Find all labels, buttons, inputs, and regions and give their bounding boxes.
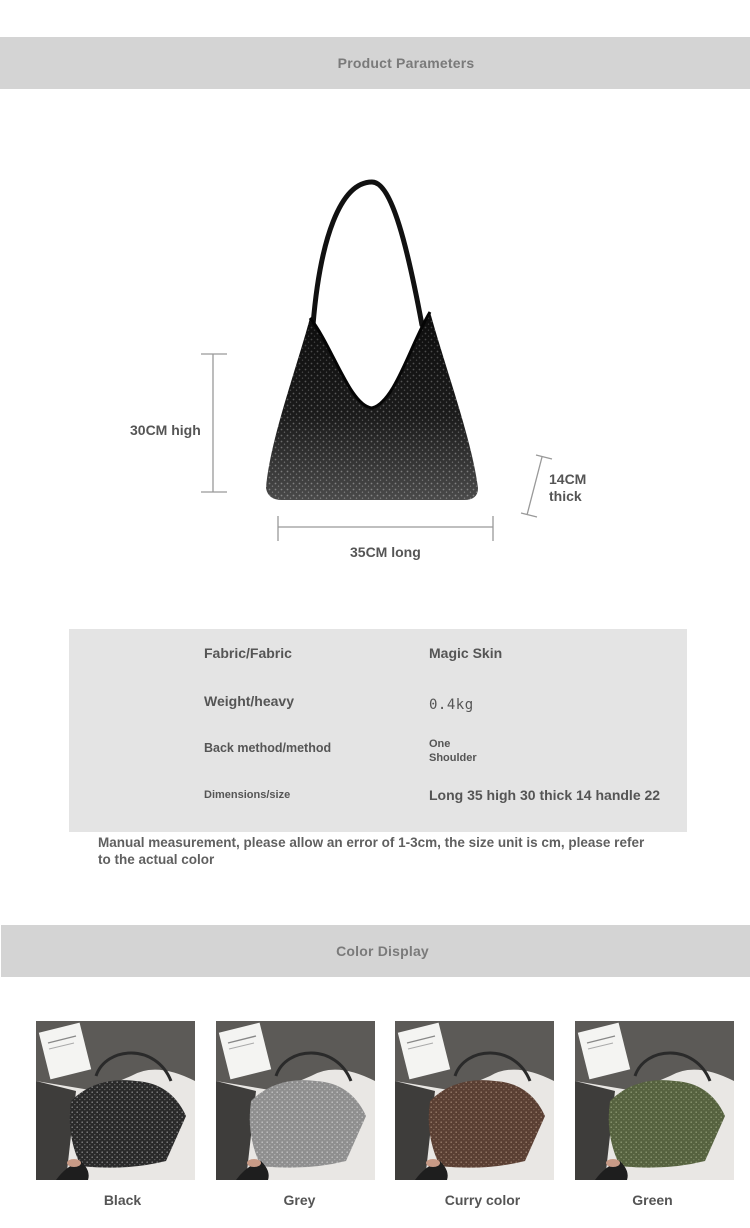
color-label: Grey xyxy=(283,1192,316,1208)
bag-photo xyxy=(575,1021,734,1180)
parameter-value: Magic Skin xyxy=(429,645,503,661)
color-swatch-grey[interactable] xyxy=(216,1021,375,1180)
section-title: Product Parameters xyxy=(337,55,475,71)
parameter-table xyxy=(69,629,687,832)
parameter-row xyxy=(69,789,687,813)
color-swatch-green[interactable] xyxy=(575,1021,734,1180)
color-swatch-black[interactable] xyxy=(36,1021,195,1180)
color-label: Green xyxy=(632,1192,673,1208)
parameter-value xyxy=(429,737,477,765)
section-title: Color Display xyxy=(336,943,429,959)
parameter-row xyxy=(69,645,687,669)
section-banner-colors xyxy=(1,925,750,977)
height-label: 30CM high xyxy=(130,422,201,438)
measurement-note: Manual measurement, please allow an error of 1-3cm, the size unit is cm, please refer to the actual color xyxy=(98,835,645,867)
bag-photo xyxy=(216,1021,375,1180)
parameter-value: Long 35 high 30 thick 14 handle 22 xyxy=(429,787,661,803)
bag-illustration xyxy=(100,170,640,580)
parameter-value-line2: Shoulder xyxy=(429,752,477,764)
section-banner-parameters xyxy=(0,37,750,89)
parameter-row xyxy=(69,738,687,765)
thickness-label-line2: thick xyxy=(549,488,582,504)
parameter-key: Dimensions/size xyxy=(204,789,291,801)
parameter-value: 0.4kg xyxy=(429,697,474,713)
color-swatch-curry[interactable] xyxy=(395,1021,554,1180)
parameter-key: Fabric/Fabric xyxy=(204,645,292,661)
thickness-label xyxy=(549,471,586,505)
parameter-key: Back method/method xyxy=(204,741,332,755)
parameter-value-line1: One xyxy=(429,738,451,750)
parameter-row xyxy=(69,693,687,717)
color-label: Black xyxy=(103,1192,142,1208)
bag-photo xyxy=(36,1021,195,1180)
bag-photo xyxy=(395,1021,554,1180)
parameter-key: Weight/heavy xyxy=(204,693,294,709)
product-dimension-figure xyxy=(100,170,640,580)
length-label: 35CM long xyxy=(350,544,421,560)
thickness-label-line1: 14CM xyxy=(549,471,587,487)
color-label: Curry color xyxy=(444,1192,521,1208)
